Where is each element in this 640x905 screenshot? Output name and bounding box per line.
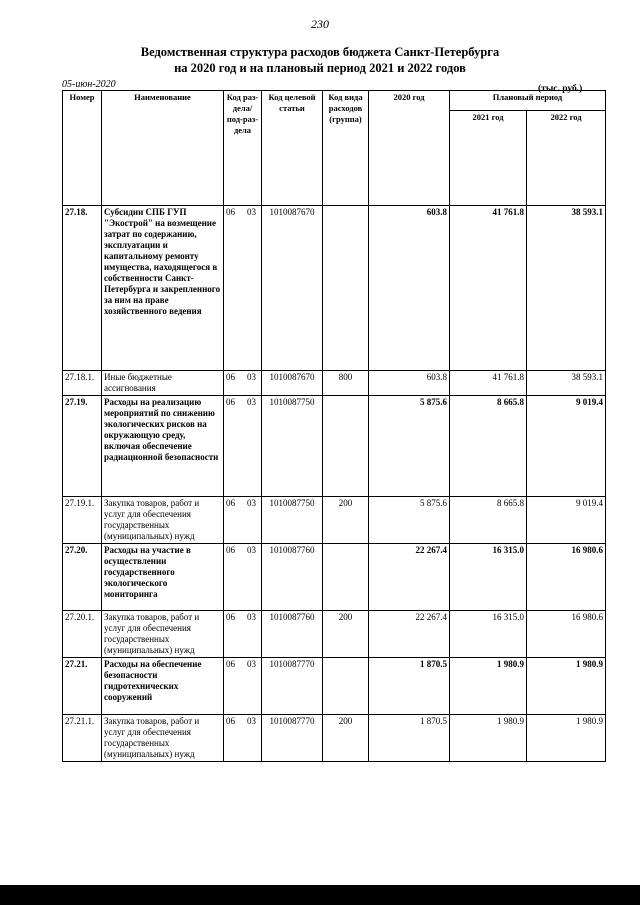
row-expense-group bbox=[323, 396, 369, 497]
row-amount-2022: 16 980.6 bbox=[527, 611, 606, 658]
row-section: 06 bbox=[226, 372, 235, 382]
row-target-code: 1010087670 bbox=[262, 206, 323, 371]
row-target-code: 1010087760 bbox=[262, 611, 323, 658]
row-section: 06 bbox=[226, 612, 235, 622]
row-amount-2020: 1 870.5 bbox=[369, 715, 450, 762]
row-name: Расходы на обеспечение безопасности гидротехнических сооружений bbox=[102, 658, 224, 715]
row-section-code bbox=[224, 497, 262, 544]
table-row bbox=[63, 396, 606, 497]
row-number: 27.18.1. bbox=[63, 371, 102, 396]
row-target-code: 1010087750 bbox=[262, 396, 323, 497]
row-amount-2022: 9 019.4 bbox=[527, 396, 606, 497]
row-target-code: 1010087770 bbox=[262, 715, 323, 762]
row-name: Закупка товаров, работ и услуг для обеспечения государственных (муниципальных) нужд bbox=[102, 715, 224, 762]
row-amount-2021: 16 315.0 bbox=[450, 544, 527, 611]
row-section: 06 bbox=[226, 716, 235, 726]
row-subsection: 03 bbox=[247, 612, 256, 622]
row-subsection: 03 bbox=[247, 372, 256, 382]
row-amount-2022: 1 980.9 bbox=[527, 715, 606, 762]
row-section-code bbox=[224, 715, 262, 762]
row-amount-2022: 38 593.1 bbox=[527, 206, 606, 371]
units-label: (тыс. руб.) bbox=[538, 84, 583, 94]
header-section-code: Код раз-дела/ под-раз-дела bbox=[224, 91, 262, 206]
row-amount-2021: 41 761.8 bbox=[450, 371, 527, 396]
row-amount-2021: 8 665.8 bbox=[450, 497, 527, 544]
row-subsection: 03 bbox=[247, 498, 256, 508]
row-amount-2021: 8 665.8 bbox=[450, 396, 527, 497]
row-amount-2020: 603.8 bbox=[369, 206, 450, 371]
table-row bbox=[63, 715, 606, 762]
row-subsection: 03 bbox=[247, 659, 256, 669]
row-number: 27.21. bbox=[63, 658, 102, 715]
row-target-code: 1010087750 bbox=[262, 497, 323, 544]
row-name: Закупка товаров, работ и услуг для обеспечения государственных (муниципальных) нужд bbox=[102, 611, 224, 658]
row-number: 27.20. bbox=[63, 544, 102, 611]
row-target-code: 1010087770 bbox=[262, 658, 323, 715]
budget-table bbox=[62, 90, 606, 762]
header-year-2022: 2022 год bbox=[527, 111, 606, 206]
row-amount-2020: 22 267.4 bbox=[369, 611, 450, 658]
row-amount-2021: 16 315.0 bbox=[450, 611, 527, 658]
row-amount-2020: 603.8 bbox=[369, 371, 450, 396]
row-amount-2022: 9 019.4 bbox=[527, 497, 606, 544]
row-amount-2022: 38 593.1 bbox=[527, 371, 606, 396]
header-name: Наименование bbox=[102, 91, 224, 206]
row-section-code bbox=[224, 371, 262, 396]
header-planned-period: Плановый период bbox=[450, 91, 606, 111]
row-section-code bbox=[224, 544, 262, 611]
row-section: 06 bbox=[226, 397, 235, 407]
row-section-code bbox=[224, 611, 262, 658]
row-subsection: 03 bbox=[247, 397, 256, 407]
row-name: Иные бюджетные ассигнования bbox=[102, 371, 224, 396]
table-row bbox=[63, 497, 606, 544]
row-name: Расходы на реализацию мероприятий по снижению экологических рисков на окружающую среду, включая обеспечение радиационной безопасности bbox=[102, 396, 224, 497]
page-number: 230 bbox=[311, 17, 329, 31]
title-line-2: на 2020 год и на плановый период 2021 и 2022 годов bbox=[174, 61, 466, 75]
row-expense-group: 800 bbox=[323, 371, 369, 396]
row-expense-group: 200 bbox=[323, 715, 369, 762]
row-number: 27.21.1. bbox=[63, 715, 102, 762]
row-number: 27.18. bbox=[63, 206, 102, 371]
table-row bbox=[63, 371, 606, 396]
row-section: 06 bbox=[226, 498, 235, 508]
row-amount-2020: 5 875.6 bbox=[369, 396, 450, 497]
document-date: 05-июн-2020 bbox=[62, 79, 116, 90]
row-expense-group bbox=[323, 206, 369, 371]
row-name: Расходы на участие в осуществлении государственного экологического мониторинга bbox=[102, 544, 224, 611]
title-line-1: Ведомственная структура расходов бюджета Санкт-Петербурга bbox=[140, 45, 500, 59]
header-target-code: Код целевой статьи bbox=[262, 91, 323, 206]
table-row bbox=[63, 658, 606, 715]
table-row bbox=[63, 611, 606, 658]
scan-bottom-border bbox=[0, 885, 640, 905]
row-expense-group: 200 bbox=[323, 611, 369, 658]
row-amount-2022: 16 980.6 bbox=[527, 544, 606, 611]
header-expense-group: Код вида расходов (группа) bbox=[323, 91, 369, 206]
row-amount-2020: 22 267.4 bbox=[369, 544, 450, 611]
row-amount-2021: 41 761.8 bbox=[450, 206, 527, 371]
row-section-code bbox=[224, 396, 262, 497]
row-section-code bbox=[224, 658, 262, 715]
row-amount-2022: 1 980.9 bbox=[527, 658, 606, 715]
row-section: 06 bbox=[226, 207, 235, 217]
row-amount-2021: 1 980.9 bbox=[450, 715, 527, 762]
header-number: Номер bbox=[63, 91, 102, 206]
row-section: 06 bbox=[226, 545, 235, 555]
row-target-code: 1010087670 bbox=[262, 371, 323, 396]
row-subsection: 03 bbox=[247, 545, 256, 555]
row-amount-2020: 5 875.6 bbox=[369, 497, 450, 544]
row-name: Закупка товаров, работ и услуг для обеспечения государственных (муниципальных) нужд bbox=[102, 497, 224, 544]
row-number: 27.19.1. bbox=[63, 497, 102, 544]
row-expense-group: 200 bbox=[323, 497, 369, 544]
row-section-code bbox=[224, 206, 262, 371]
row-name: Субсидии СПБ ГУП "Экострой" на возмещение затрат по содержанию, эксплуатации и капитальному ремонту имущества, находящегося в собственности Санкт-Петербурга и закрепленного за ним на праве хозяйственного ведения bbox=[102, 206, 224, 371]
row-expense-group bbox=[323, 658, 369, 715]
row-amount-2021: 1 980.9 bbox=[450, 658, 527, 715]
row-number: 27.19. bbox=[63, 396, 102, 497]
row-subsection: 03 bbox=[247, 716, 256, 726]
row-amount-2020: 1 870.5 bbox=[369, 658, 450, 715]
row-number: 27.20.1. bbox=[63, 611, 102, 658]
row-target-code: 1010087760 bbox=[262, 544, 323, 611]
table-row bbox=[63, 544, 606, 611]
row-expense-group bbox=[323, 544, 369, 611]
row-subsection: 03 bbox=[247, 207, 256, 217]
table-row bbox=[63, 206, 606, 371]
header-year-2020: 2020 год bbox=[369, 91, 450, 206]
document-title bbox=[0, 44, 640, 76]
row-section: 06 bbox=[226, 659, 235, 669]
header-year-2021: 2021 год bbox=[450, 111, 527, 206]
